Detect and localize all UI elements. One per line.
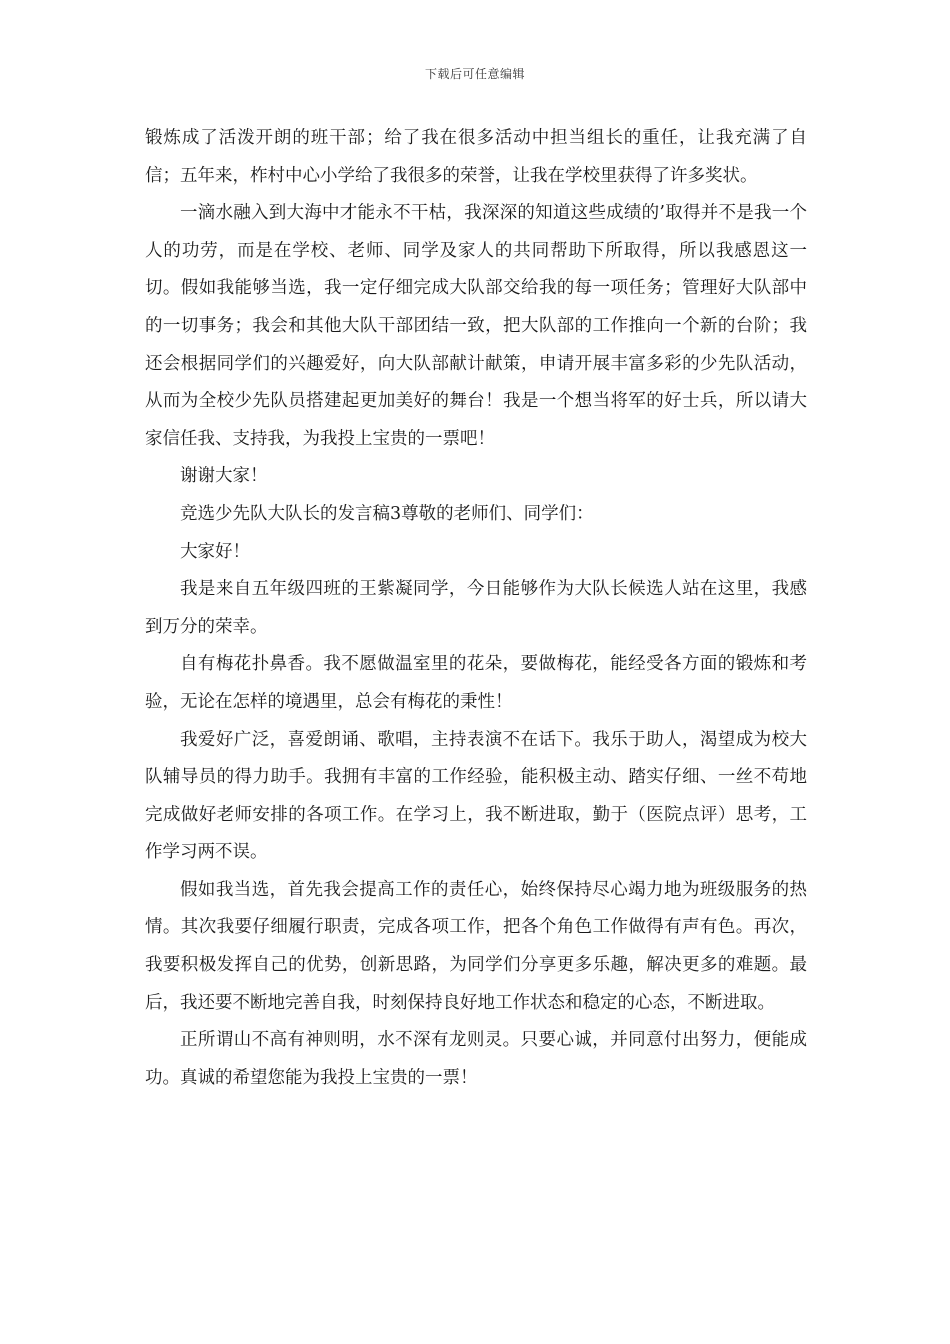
paragraph-6: 我是来自五年级四班的王紫凝同学，今日能够作为大队长候选人站在这里，我感到万分的荣幸。 — [145, 579, 807, 637]
paragraph-9: 假如我当选，首先我会提高工作的责任心，始终保持尽心竭力地为班级服务的热情。其次我要仔细履行职责，完成各项工作，把各个角色工作做得有声有色。再次，我要积极发挥自己的优势，创新思路，为同学们分享更多乐趣，解决更多的难题。最后，我还要不断地完善自我，时刻保持良好地工作状态和稳定的心态，不断进取。 — [145, 879, 807, 1013]
document-body — [145, 120, 807, 1097]
paragraph-7: 自有梅花扑鼻香。我不愿做温室里的花朵，要做梅花，能经受各方面的锻炼和考验，无论在怎样的境遇里，总会有梅花的秉性！ — [145, 654, 807, 712]
paragraph-2: 一滴水融入到大海中才能永不干枯，我深深的知道这些成绩的’取得并不是我一个人的功劳，而是在学校、老师、同学及家人的共同帮助下所取得，所以我感恩这一切。假如我能够当选，我一定仔细完成大队部交给我的每一项任务；管理好大队部中的一切事务；我会和其他大队干部团结一致，把大队部的工作推向一个新的台阶；我还会根据同学们的兴趣爱好，向大队部献计献策，申请开展丰富多彩的少先队活动，从而为全校少先队员搭建起更加美好的舞台！我是一个想当将军的好士兵，所以请大家信任我、支持我，为我投上宝贵的一票吧！ — [145, 203, 807, 449]
paragraph-1: 锻炼成了活泼开朗的班干部；给了我在很多活动中担当组长的重任，让我充满了自信；五年来，柞村中心小学给了我很多的荣誉，让我在学校里获得了许多奖状。 — [145, 128, 807, 186]
paragraph-4: 竞选少先队大队长的发言稿3尊敬的老师们、同学们： — [180, 503, 594, 524]
paragraph-5: 大家好！ — [180, 541, 250, 562]
page-header-note: 下载后可任意编辑 — [424, 67, 525, 81]
paragraph-8: 我爱好广泛，喜爱朗诵、歌唱，主持表演不在话下。我乐于助人，渴望成为校大队辅导员的得力助手。我拥有丰富的工作经验，能积极主动、踏实仔细、一丝不苟地完成做好老师安排的各项工作。在学习上，我不断进取，勤于（医院点评）思考，工作学习两不误。 — [145, 729, 807, 863]
paragraph-10: 正所谓山不高有神则明，水不深有龙则灵。只要心诚，并同意付出努力，便能成功。真诚的希望您能为我投上宝贵的一票！ — [145, 1030, 807, 1088]
paragraph-3: 谢谢大家！ — [180, 466, 268, 487]
